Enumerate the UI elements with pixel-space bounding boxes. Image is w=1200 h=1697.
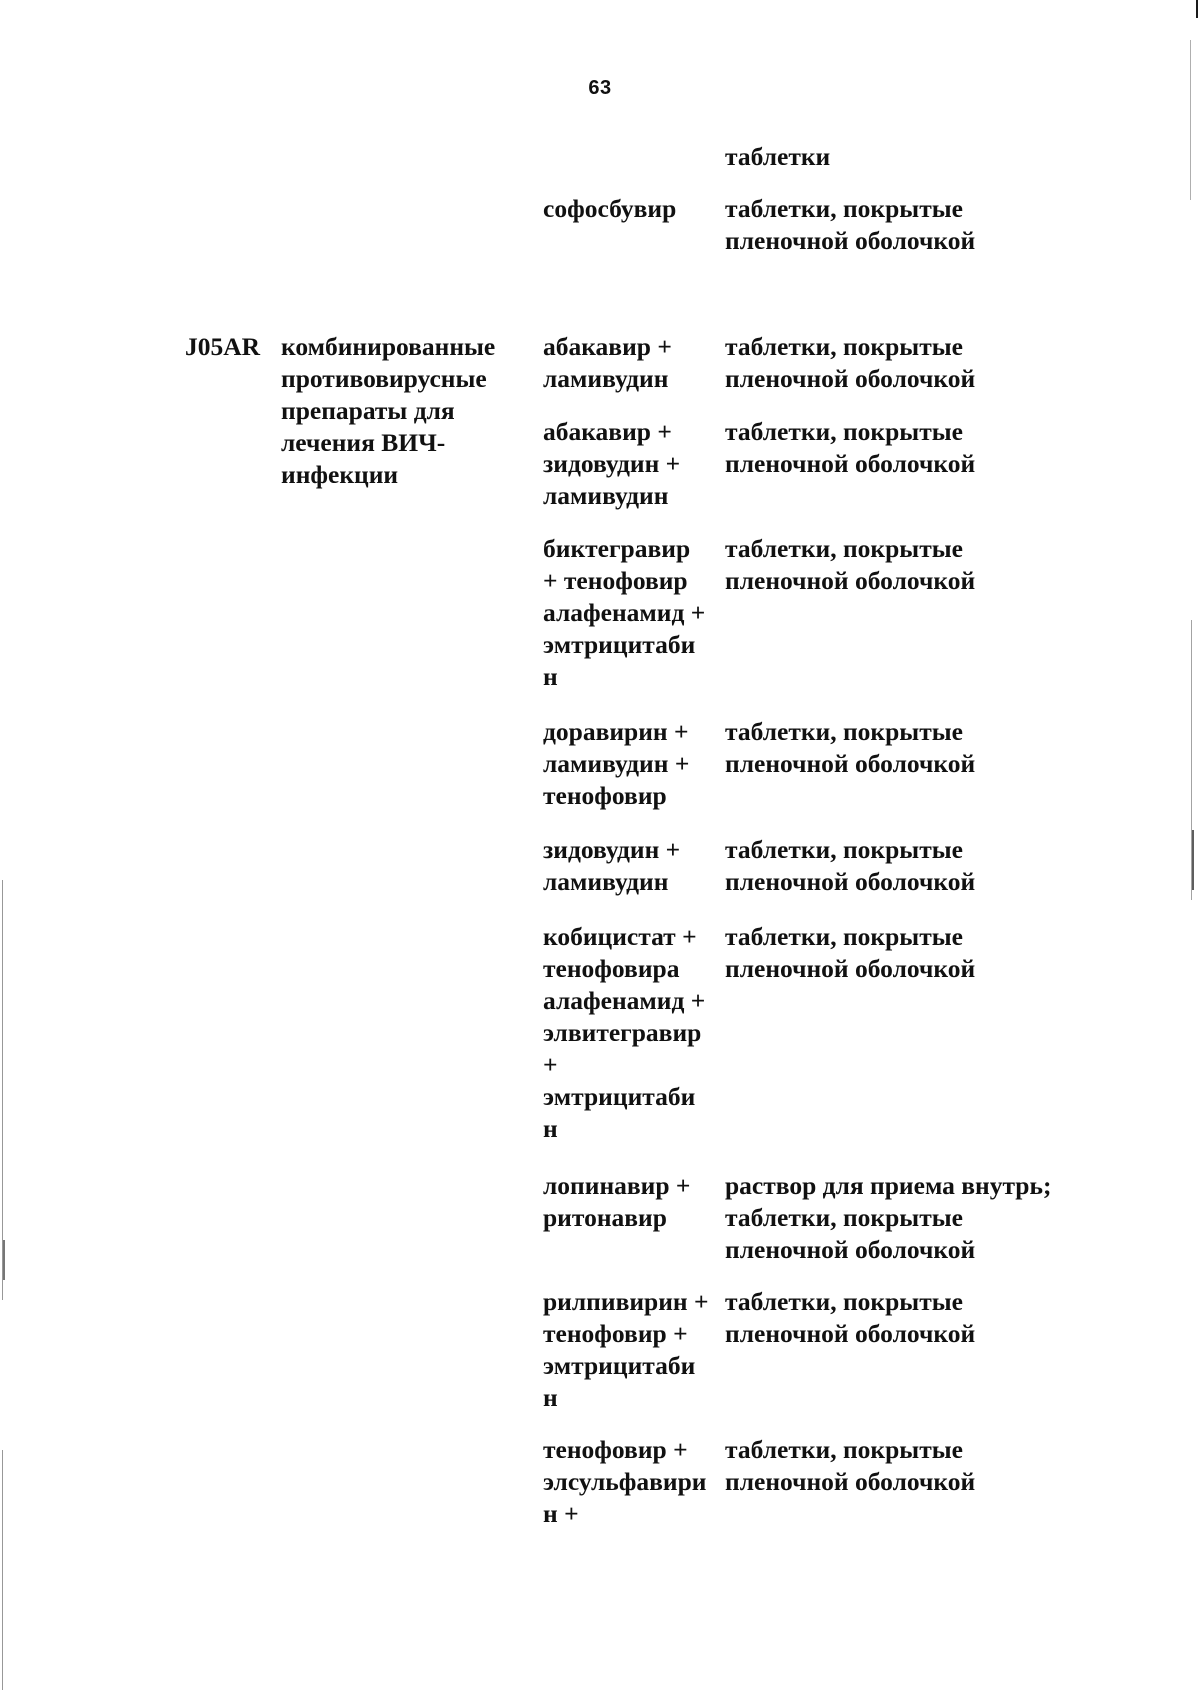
page-number: 63 (588, 77, 612, 99)
drug-name: тенофовир + элсульфавири н + (543, 1435, 707, 1528)
drug-name: биктегравир + тенофовир алафенамид + эмтрицитаби н (543, 534, 706, 691)
drug-name: доравирин + ламивудин + тенофовир (543, 717, 690, 810)
drug-name: лопинавир + ритонавир (543, 1171, 691, 1232)
drug-name: рилпивирин + тенофовир + эмтрицитаби н (543, 1287, 709, 1412)
scan-edge-mark (1192, 830, 1194, 890)
dosage-form: таблетки, покрытые пленочной оболочкой (725, 835, 976, 896)
drug-name: абакавир + зидовудин + ламивудин (543, 417, 681, 510)
scan-edge-mark (2, 880, 3, 1300)
drug-name: абакавир + ламивудин (543, 332, 672, 393)
continuation-drug-2: софосбувир (543, 194, 677, 223)
continuation-form-1: таблетки (725, 142, 831, 171)
dosage-form: раствор для приема внутрь; таблетки, покрытые пленочной оболочкой (725, 1171, 1052, 1264)
dosage-form: таблетки, покрытые пленочной оболочкой (725, 332, 976, 393)
dosage-form: таблетки, покрытые пленочной оболочкой (725, 1287, 976, 1348)
atc-group-name: комбинированные противовирусные препараты для лечения ВИЧ- инфекции (281, 332, 496, 489)
drug-name: кобицистат + тенофовира алафенамид + элвитегравир + эмтрицитаби н (543, 922, 706, 1143)
dosage-form: таблетки, покрытые пленочной оболочкой (725, 717, 976, 778)
dosage-form: таблетки, покрытые пленочной оболочкой (725, 534, 976, 595)
scan-edge-mark (1190, 40, 1191, 200)
scan-edge-mark (1196, 0, 1198, 18)
dosage-form: таблетки, покрытые пленочной оболочкой (725, 1435, 976, 1496)
scan-edge-mark (3, 1240, 5, 1280)
continuation-form-2: таблетки, покрытые пленочной оболочкой (725, 194, 976, 255)
atc-code: J05AR (185, 332, 261, 361)
scan-edge-mark (2, 1450, 3, 1690)
drug-name: зидовудин + ламивудин (543, 835, 681, 896)
dosage-form: таблетки, покрытые пленочной оболочкой (725, 922, 976, 983)
dosage-form: таблетки, покрытые пленочной оболочкой (725, 417, 976, 478)
